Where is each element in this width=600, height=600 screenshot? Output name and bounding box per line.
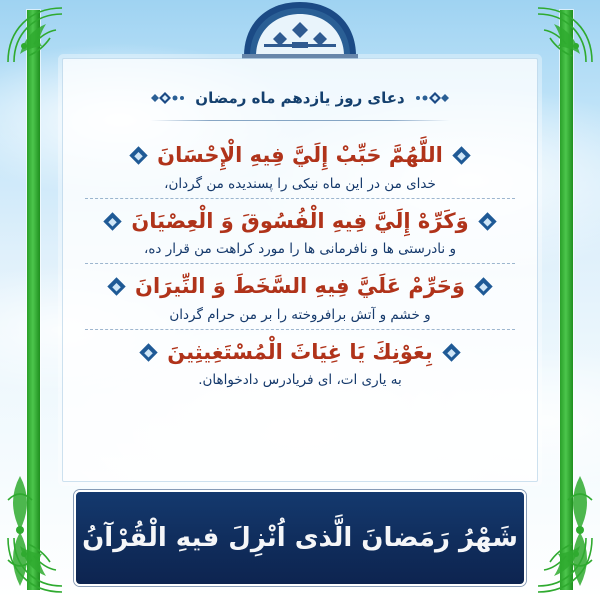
verse-list xyxy=(63,133,537,394)
diamond-bullet-icon xyxy=(107,278,125,296)
page-title: دعای روز یازدهم ماه رمضان xyxy=(195,89,405,107)
title-ornament-left-icon xyxy=(415,91,449,105)
arabic-line xyxy=(85,337,515,369)
persian-translation: خدای من در این ماه نیکی را پسندیده من گردان، xyxy=(164,175,436,192)
verse-item xyxy=(85,133,515,198)
verse-item xyxy=(85,263,515,329)
arabic-line xyxy=(85,271,515,303)
title-divider xyxy=(150,120,450,121)
verse-item xyxy=(85,329,515,395)
title-row xyxy=(63,85,537,111)
dome-ornament-icon xyxy=(230,0,370,62)
arabic-line xyxy=(85,140,515,172)
diamond-bullet-icon xyxy=(474,278,492,296)
verse-item xyxy=(85,198,515,264)
diamond-bullet-icon xyxy=(129,147,147,165)
diamond-bullet-icon xyxy=(140,343,158,361)
corner-ornament-top-right-icon xyxy=(534,4,596,66)
content-card xyxy=(62,58,538,482)
arabic-line xyxy=(85,206,515,238)
arabic-text: وَكَرِّهْ إِلَيَّ فِيهِ الْفُسُوقَ وَ الْعِصْيَانَ xyxy=(131,208,469,233)
calligraphy-banner xyxy=(74,490,526,586)
title-ornament-right-icon xyxy=(151,91,185,105)
banner-calligraphy-text: شَهْرُ رَمَضانَ الَّذى اُنْزِلَ فيهِ الْقُرْآنُ xyxy=(82,523,518,553)
diamond-bullet-icon xyxy=(104,212,122,230)
arabic-text: بِعَوْنِكَ يَا غِيَاثَ الْمُسْتَغِيثِينَ xyxy=(167,339,433,364)
side-ornament-left-icon xyxy=(0,470,40,590)
diamond-bullet-icon xyxy=(442,343,460,361)
corner-ornament-top-left-icon xyxy=(4,4,66,66)
side-ornament-right-icon xyxy=(560,470,600,590)
persian-translation: و خشم و آتش برافروخته را بر من حرام گردان xyxy=(169,306,431,323)
arabic-text: وَحَرِّمْ عَلَيَّ فِيهِ السَّخَطَ وَ النِّيرَانَ xyxy=(135,274,465,298)
arabic-text: اللَّهُمَّ حَبِّبْ إِلَيَّ فِيهِ الْإِحْسَانَ xyxy=(157,143,443,167)
diamond-bullet-icon xyxy=(478,212,496,230)
persian-translation: و نادرستی ها و نافرمانی ها را مورد کراهت من قرار ده، xyxy=(143,241,456,257)
persian-translation: به یاری ات، ای فریادرس دادخواهان. xyxy=(198,372,402,388)
diamond-bullet-icon xyxy=(452,147,470,165)
